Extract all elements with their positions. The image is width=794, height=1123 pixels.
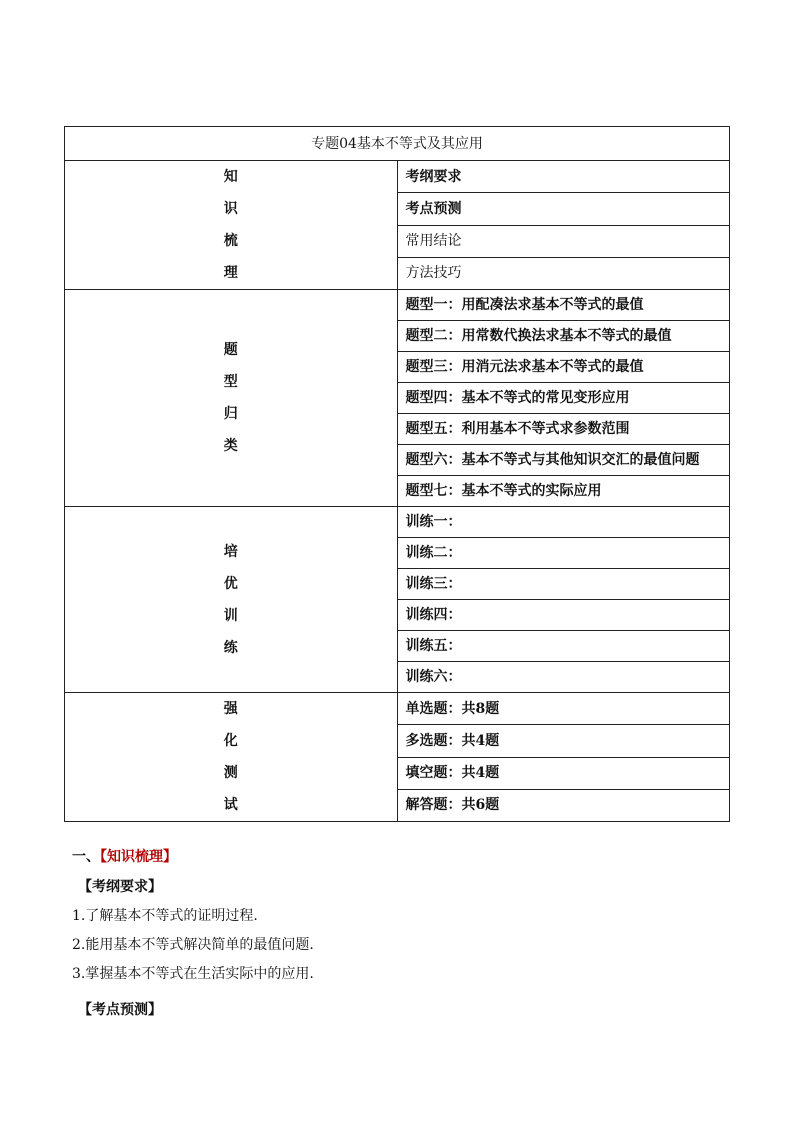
content-body xyxy=(72,846,732,1019)
toc-item: 训练六： xyxy=(397,662,730,693)
toc-item: 题型一：用配凑法求基本不等式的最值 xyxy=(397,290,730,321)
section-label-training: 培 优 训 练 xyxy=(65,507,398,693)
paragraph: 2.能用基本不等式解决简单的最值问题. xyxy=(72,937,314,953)
toc-item: 训练二： xyxy=(397,538,730,569)
subheading-prediction: 【考点预测】 xyxy=(78,1002,162,1018)
toc-item: 题型二：用常数代换法求基本不等式的最值 xyxy=(397,321,730,352)
section-label-knowledge: 知 识 梳 理 xyxy=(65,161,398,290)
toc-item: 填空题：共4题 xyxy=(397,757,730,789)
toc-item: 考纲要求 xyxy=(397,161,730,193)
toc-item: 多选题：共4题 xyxy=(397,725,730,757)
toc-item: 考点预测 xyxy=(397,193,730,225)
toc-item: 训练五： xyxy=(397,631,730,662)
toc-item: 解答题：共6题 xyxy=(397,789,730,821)
toc-item: 题型四：基本不等式的常见变形应用 xyxy=(397,383,730,414)
toc-item: 训练一： xyxy=(397,507,730,538)
toc-item: 常用结论 xyxy=(397,225,730,257)
section-label-types: 题 型 归 类 xyxy=(65,290,398,507)
paragraph: 1.了解基本不等式的证明过程. xyxy=(72,908,258,924)
toc-item: 题型五：利用基本不等式求参数范围 xyxy=(397,414,730,445)
toc-item: 题型七：基本不等式的实际应用 xyxy=(397,476,730,507)
toc-table xyxy=(64,126,730,822)
section-label-test: 强 化 测 试 xyxy=(65,693,398,822)
toc-item: 题型六：基本不等式与其他知识交汇的最值问题 xyxy=(397,445,730,476)
toc-item: 训练三： xyxy=(397,569,730,600)
section-heading: 一、【知识梳理】 xyxy=(72,849,177,865)
toc-item: 训练四： xyxy=(397,600,730,631)
subheading-syllabus: 【考纲要求】 xyxy=(78,879,162,895)
paragraph: 3.掌握基本不等式在生活实际中的应用. xyxy=(72,966,314,982)
toc-item: 单选题：共8题 xyxy=(397,693,730,725)
toc-item: 题型三：用消元法求基本不等式的最值 xyxy=(397,352,730,383)
toc-item: 方法技巧 xyxy=(397,257,730,289)
toc-title: 专题04基本不等式及其应用 xyxy=(65,127,730,161)
